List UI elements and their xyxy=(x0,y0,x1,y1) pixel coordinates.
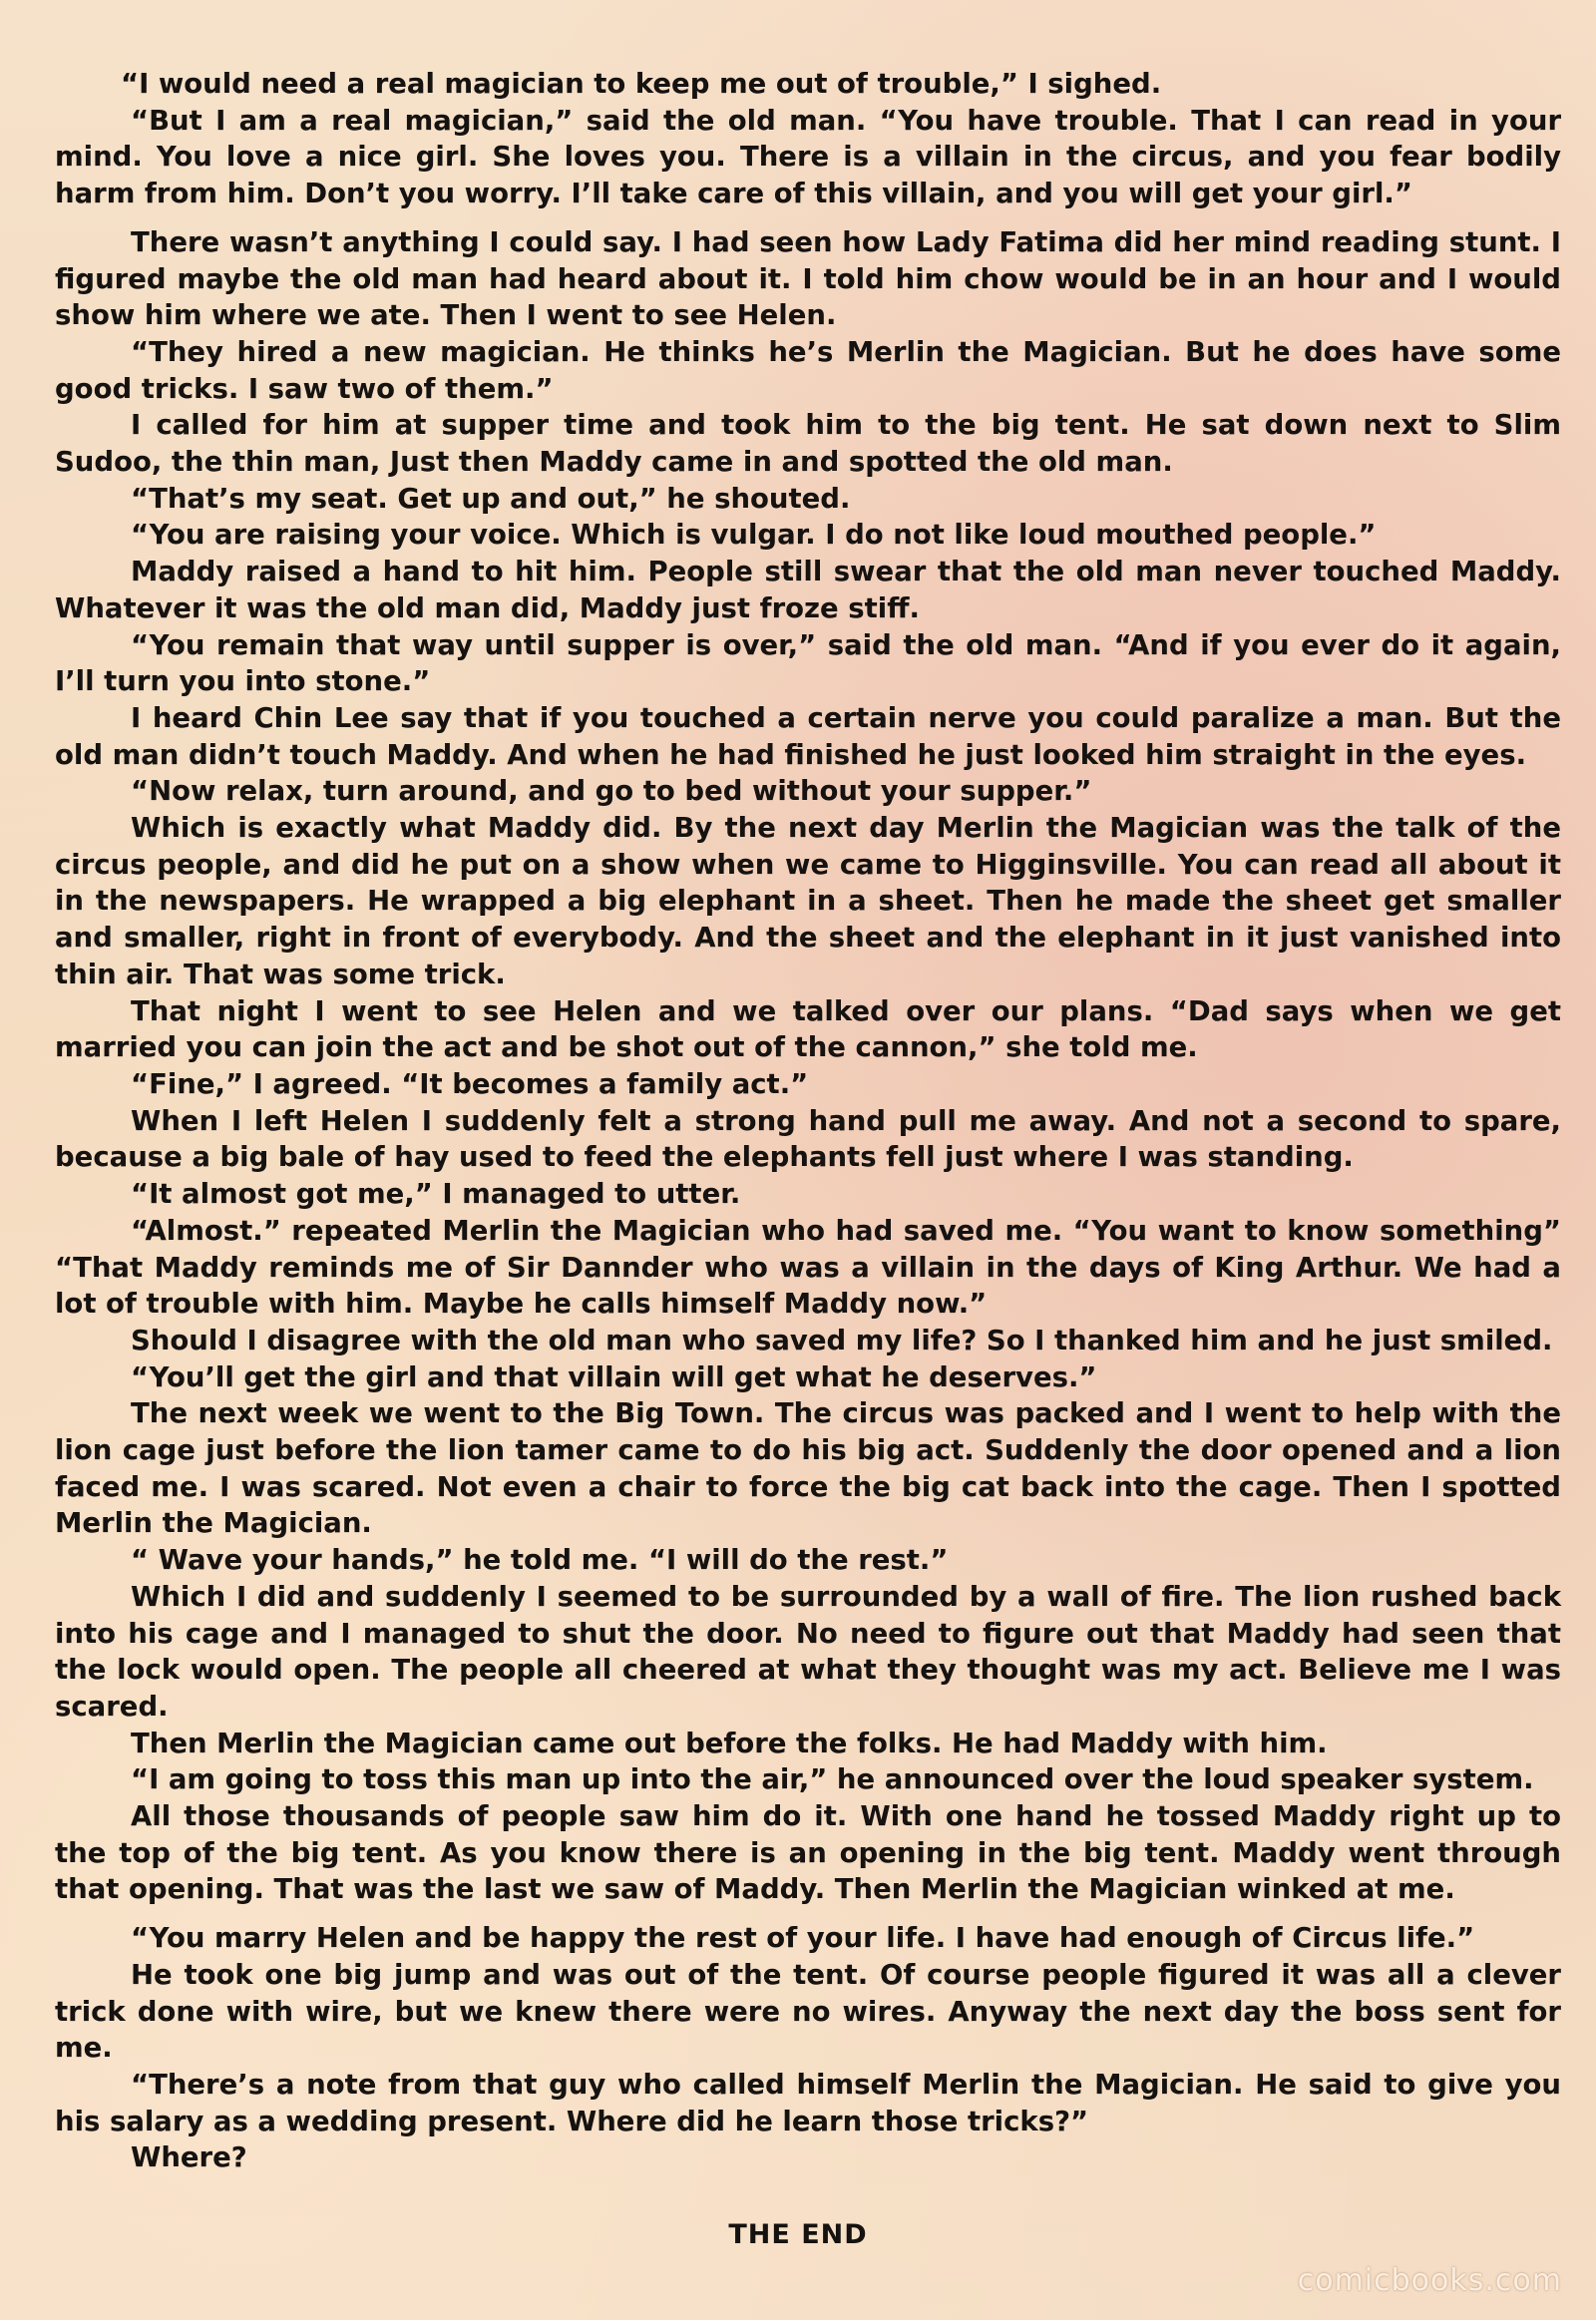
story-paragraph: Which is exactly what Maddy did. By the next day Merlin the Magician was the talk of the circus people, and did he put on a show when we came to Higginsville. You can read all about it in the newspapers. He wrapped a big elephant in a sheet. Then he made the sheet get smaller and smaller, right in front of everybody. And the sheet and the elephant in it just vanished into thin air. That was some trick. xyxy=(55,812,1561,990)
story-paragraph: Where? xyxy=(131,2141,247,2174)
story-paragraph: Which I did and suddenly I seemed to be surrounded by a wall of fire. The lion rushed back into his cage and I managed to shut the door. No need to figure out that Maddy had seen that the lock would open. The people all cheered at what they thought was my act. Believe me I was scared. xyxy=(55,1580,1561,1723)
story-paragraph: “I would need a real magician to keep me out of trouble,” I sighed. xyxy=(121,68,1162,100)
story-paragraph: All those thousands of people saw him do it. With one hand he tossed Maddy right up to the top of the big tent. As you know there is an opening in the big tent. Maddy went through that opening. That was the last we saw of Maddy. Then Merlin the Magician winked at me. xyxy=(55,1800,1561,1906)
story-paragraph: That night I went to see Helen and we talked over our plans. “Dad says when we get married you can join the act and be shot out of the cannon,” she told me. xyxy=(55,994,1561,1064)
story-paragraph: “I am going to toss this man up into the air,” he announced over the loud speaker system. xyxy=(131,1763,1534,1796)
story-paragraph: “Now relax, turn around, and go to bed without your supper.” xyxy=(131,775,1092,808)
story-paragraph: “It almost got me,” I managed to utter. xyxy=(131,1178,741,1211)
story-paragraph: “Almost.” repeated Merlin the Magician who had saved me. “You want to know something” “That Maddy reminds me of Sir Dannder who was a villain in the days of King Arthur. We had a lot of trouble with him. Maybe he calls himself Maddy now.” xyxy=(55,1214,1561,1321)
the-end-label: THE END xyxy=(728,2219,868,2250)
story-paragraph: “You remain that way until supper is over,” said the old man. “And if you ever do it again, I’ll turn you into stone.” xyxy=(55,628,1561,698)
story-paragraph: The next week we went to the Big Town. The circus was packed and I went to help with the lion cage just before the lion tamer came to do his big act. Suddenly the door opened and a lion faced me. I was scared. Not even a chair to force the big cat back into the cage. Then I spotted Merlin the Magician. xyxy=(55,1397,1561,1540)
site-watermark: comicbooks.com xyxy=(1297,2263,1562,2298)
story-text xyxy=(55,66,1561,2176)
story-paragraph: Then Merlin the Magician came out before the folks. He had Maddy with him. xyxy=(131,1727,1328,1759)
story-paragraph: “They hired a new magician. He thinks he’s Merlin the Magician. But he does have some good tricks. I saw two of them.” xyxy=(55,335,1561,405)
story-paragraph: “You are raising your voice. Which is vulgar. I do not like loud mouthed people.” xyxy=(131,519,1377,552)
story-paragraph: I heard Chin Lee say that if you touched a certain nerve you could paralize a man. But the old man didn’t touch Maddy. And when he had finished he just looked him straight in the eyes. xyxy=(55,701,1561,771)
story-paragraph: “That’s my seat. Get up and out,” he shouted. xyxy=(131,482,851,515)
story-paragraph: “ Wave your hands,” he told me. “I will do the rest.” xyxy=(131,1544,949,1577)
story-paragraph: When I left Helen I suddenly felt a strong hand pull me away. And not a second to spare, because a big bale of hay used to feed the elephants fell just where I was standing. xyxy=(55,1104,1561,1174)
story-paragraph: “But I am a real magician,” said the old man. “You have trouble. That I can read in your mind. You love a nice girl. She loves you. There is a villain in the circus, and you fear bodily harm from him. Don’t you worry. I’ll take care of this villain, and you will get your girl.” xyxy=(55,104,1561,210)
story-paragraph: “You marry Helen and be happy the rest of your life. I have had enough of Circus life.” xyxy=(131,1922,1475,1955)
story-paragraph: “There’s a note from that guy who called himself Merlin the Magician. He said to give you his salary as a wedding present. Where did he learn those tricks?” xyxy=(55,2068,1561,2137)
story-paragraph: “You’ll get the girl and that villain will get what he deserves.” xyxy=(131,1360,1097,1393)
story-paragraph: He took one big jump and was out of the tent. Of course people figured it was all a clever trick done with wire, but we knew there were no wires. Anyway the next day the boss sent for me. xyxy=(55,1958,1561,2065)
story-paragraph: I called for him at supper time and took him to the big tent. He sat down next to Slim Sudoo, the thin man, Just then Maddy came in and spotted the old man. xyxy=(55,409,1561,479)
story-paragraph: “Fine,” I agreed. “It becomes a family act.” xyxy=(131,1067,809,1100)
story-paragraph: Maddy raised a hand to hit him. People still swear that the old man never touched Maddy. Whatever it was the old man did, Maddy just froze stiff. xyxy=(55,556,1561,624)
story-paragraph: Should I disagree with the old man who saved my life? So I thanked him and he just smiled. xyxy=(131,1324,1553,1356)
story-paragraph: There wasn’t anything I could say. I had seen how Lady Fatima did her mind reading stunt. I figured maybe the old man had heard about it. I told him chow would be in an hour and I would show him where we ate. Then I went to see Helen. xyxy=(55,225,1561,332)
